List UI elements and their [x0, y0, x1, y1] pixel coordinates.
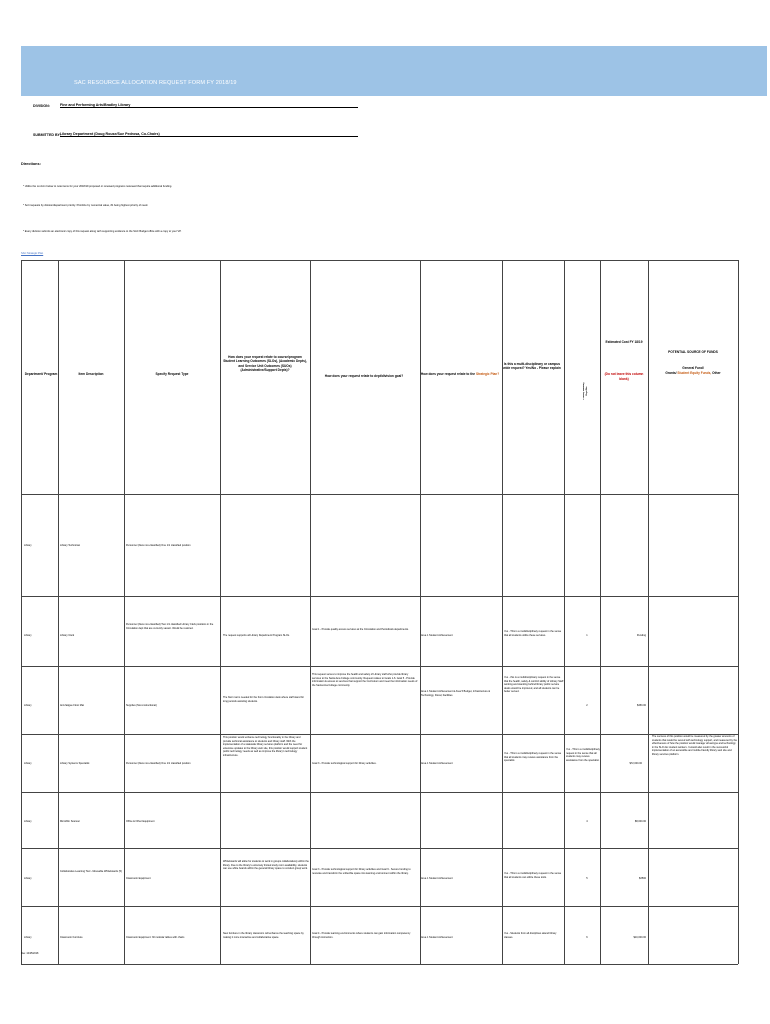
table-column-border: [648, 260, 649, 964]
directions-line-2: * Sort requests by division/department priority. Prioritize by numerical value, #1 being highest priority of need.: [23, 204, 149, 207]
table-column-border: [564, 260, 565, 964]
row3-dept-goal: This request serves to improve the health and safety of Library staff who provide library services to the Santa Ana College community. Request relates to Goals 1-6. Goal 5 - Provide information & access to services that support the Curriculum and meet the information needs of the Santa Ana College community.: [312, 673, 418, 687]
form-title: SAC RESOURCE ALLOCATION REQUEST FORM FY 2018/19: [74, 80, 237, 86]
table-column-border: [220, 260, 221, 964]
row2-item: Library Clerk: [60, 634, 75, 637]
row7-dept-goal: Goal 4 - Provide learning environments where students can gain information competency through instruction.: [312, 932, 411, 939]
row1-item: Library Technician: [60, 544, 81, 547]
row6-priority: 5: [586, 877, 588, 880]
table-left-border: [21, 260, 22, 964]
row7-priority: 6: [586, 936, 588, 939]
table-column-border: [420, 260, 421, 964]
row2-multi: Yes - This is a multidisciplinary request in the sense that all students utilize these services.: [504, 630, 562, 637]
header-strategic-prefix: How does your request relate to the: [420, 372, 476, 376]
directions-line-3: * Every division submits an electronic copy of this request along with supporting evidence to the SAC Budget office with a copy to your VP.: [23, 230, 182, 233]
row2-type: Personnel (New non-classified) Two 1/1 classified Library Clerk positions in the Circulation dept that are currently vacant. Would be restored.: [126, 623, 214, 630]
row6-cost: $3500: [639, 877, 646, 880]
row5-department: Library: [24, 820, 32, 823]
header-source-other: Other: [712, 370, 721, 375]
submitted-value: Library Department (Doug Rouse/Sue Pedrosa, Co-Chairs): [60, 132, 358, 137]
row4-department: Library: [24, 762, 32, 765]
row4-cost: $72,000.00: [629, 762, 642, 765]
table-row-border: [21, 964, 738, 965]
header-strategic: [420, 372, 500, 376]
row6-dept-goal: Goal 3 - Provide technological support for library activities and Goal 6 - Secure funding to renovate and transform the unflexible space into learning environment within the library.: [312, 868, 411, 875]
header-source-funds: [650, 371, 736, 375]
row3-multi: Yes - this is a multidisciplinary request in the sense that the health, safety & comfort ability of Library Staff working and standing behind library public service desks would be improved, and all students can be better served.: [504, 676, 564, 694]
row3-strategic: Area 1 Student Achievement & Area 5 Budget, Infrastructure & Technology, Fiscal, Facilities: [421, 690, 491, 697]
row5-type: Office & Other Equipment: [126, 820, 155, 823]
row7-department: Library: [24, 936, 32, 939]
row3-course: The floor mat is needed for the front circulation desk where staff stand for long periods assisting students.: [223, 696, 304, 703]
header-source-title: POTENTIAL SOURCE OF FUNDS: [668, 350, 718, 354]
table-row-border: [21, 906, 738, 907]
row4-source: The success of this position would be measured by the greater amounts of students that would be served with technology support, and measured by the effectiveness of how the position would manage virtual-type and technology in the SLO dsc student workers. It would also result in the successful implementation of an accessible and mobile-friendly library web site and library services platform.: [652, 735, 738, 756]
row3-cost: $450.00: [636, 704, 646, 707]
table-row-border: [21, 848, 738, 849]
row6-course: Whiteboards will allow for students to work in groups collaboratively within the library. Due to the library's extremely limited study room availability, students can use white boards within the general library space to conduct group work.: [223, 860, 309, 871]
header-course: How does your request relate to course/program Student Learning Outcomes (SLOs), (Academic Depts), and Service Unit Outcomes (SUOs) (Administrative/Support Depts)?: [223, 355, 307, 373]
header-source-general: General Fund/: [682, 366, 704, 371]
division-label: DIVISION:: [33, 104, 50, 108]
row3-priority: 2: [586, 704, 588, 707]
table-right-border: [738, 260, 739, 964]
header-type: Specify Request Type: [155, 372, 189, 376]
row2-course: The request supports all Library Department Program SLOs.: [223, 634, 290, 637]
row5-item: Microfilm Scanner: [60, 820, 81, 823]
header-priority: [583, 371, 589, 411]
row2-department: Library: [24, 634, 32, 637]
row6-department: Library: [24, 877, 32, 880]
row1-department: Library: [24, 544, 32, 547]
row3-item: Anti-fatigue Floor Mat: [60, 704, 84, 707]
row3-type: Supplies (Non-instructional): [126, 704, 157, 707]
header-strategic-link: Strategic Plan?: [475, 372, 500, 376]
row4-dept-goal: Goal 3 - Provide technological support for library activities.: [312, 762, 377, 765]
row6-item: Collaborative Learning Tool - Moveable Whiteboards (5): [60, 870, 122, 873]
table-top-border: [21, 260, 738, 261]
row2-dept-goal: Goal 1 - Provide quality access services at the Circulation and Periodicals departments.: [312, 628, 409, 631]
header-item: Item Description: [78, 372, 104, 376]
header-department: Department/ Program: [24, 372, 58, 376]
row7-type: Classroom Equipment: 30 modular tables with chairs: [126, 936, 185, 939]
row4-multi-b: Yes - This is a multidisciplinary request in the sense that all students may receive assistance from the specialist.: [566, 748, 600, 762]
header-dept-goal: How does your request relate to dept/division goal?: [324, 374, 404, 378]
header-priority-title: Priority Ranking: [583, 382, 585, 400]
row3-department: Library: [24, 704, 32, 707]
table-column-border: [502, 260, 503, 964]
division-value: Fine and Performing Arts/Bradley Library: [60, 103, 358, 108]
row4-multi: Yes - This is a multidisciplinary request in the sense that all students may receive assistance from the specialist.: [504, 752, 562, 763]
form-header-bar: [21, 46, 767, 96]
row5-priority: 4: [586, 820, 588, 823]
table-row-border: [21, 596, 738, 597]
table-column-border: [124, 260, 125, 964]
row6-multi: Yes - This is a multidisciplinary request in the sense that all students can utilize these tools.: [504, 872, 562, 879]
row4-course: This position would enhance technology functionality in the library and provide technical assistance to students and library staff. With the implementation of a statewide library services platform and the need for extensive updates to the library web site, this position would support student public technology needs as well as improve the library's technology infrastructure.: [223, 736, 308, 757]
row7-item: Classroom Furniture: [60, 936, 83, 939]
header-multi: Is this a multi-disciplinary or campus wide request? Yes/No - Please explain: [503, 362, 561, 371]
row7-course: New furniture in the library classroom will enhance the teaching space by making it more interactive and collaborative space.: [223, 932, 304, 939]
row7-multi: Yes - Students from all disciplines attend library classes.: [504, 932, 557, 939]
header-source: [650, 350, 736, 375]
header-source-orange: Student Equity Funds,: [677, 370, 712, 375]
submitted-label: SUBMITTED BY:: [33, 133, 61, 137]
header-source-grants: Grants/: [665, 370, 677, 375]
row4-item: Library Systems Specialist: [60, 762, 90, 765]
directions-line-1: * Utilize the on-form below to note items for your 2018/19 proposed or renewed programs reviewed that require additional funding.: [23, 185, 173, 188]
table-row-border: [21, 734, 738, 735]
row6-strategic: Area 1 Student Achievement: [421, 877, 453, 880]
table-row-border: [21, 666, 738, 667]
header-priority-sub: Dept Div: [586, 386, 588, 396]
row1-type: Personnel (New non-classified) One 1/1 classified position: [126, 544, 191, 547]
revision-note: Rev. 10/25/2018: [21, 952, 39, 955]
row2-priority: 1: [586, 634, 588, 637]
row6-type: Classroom Equipment: [126, 877, 151, 880]
header-cost-title: Estimated Cost FY 18/19: [605, 340, 643, 344]
table-row-border: [21, 792, 738, 793]
header-cost-note: (Do not leave this column blank): [604, 372, 644, 381]
row4-strategic: Area 1 Student Achievement: [421, 762, 453, 765]
row4-type: Personnel (New non-classified) One 1/1 classified position: [126, 762, 191, 765]
table-column-border: [600, 260, 601, 964]
table-header-bottom-border: [21, 494, 738, 495]
strategic-plan-link[interactable]: SAC Strategic Plan: [21, 252, 44, 255]
table-column-border: [310, 260, 311, 964]
row7-strategic: Area 1 Student Achievement: [421, 936, 453, 939]
row2-strategic: Area 1 Student Achievement: [421, 634, 453, 637]
row2-cost: Pending: [636, 634, 646, 637]
header-cost: [600, 340, 648, 381]
directions-title: Directions:: [21, 162, 41, 166]
row7-cost: $10,000.00: [633, 936, 646, 939]
row5-cost: $8,000.00: [634, 820, 646, 823]
table-column-border: [58, 260, 59, 964]
